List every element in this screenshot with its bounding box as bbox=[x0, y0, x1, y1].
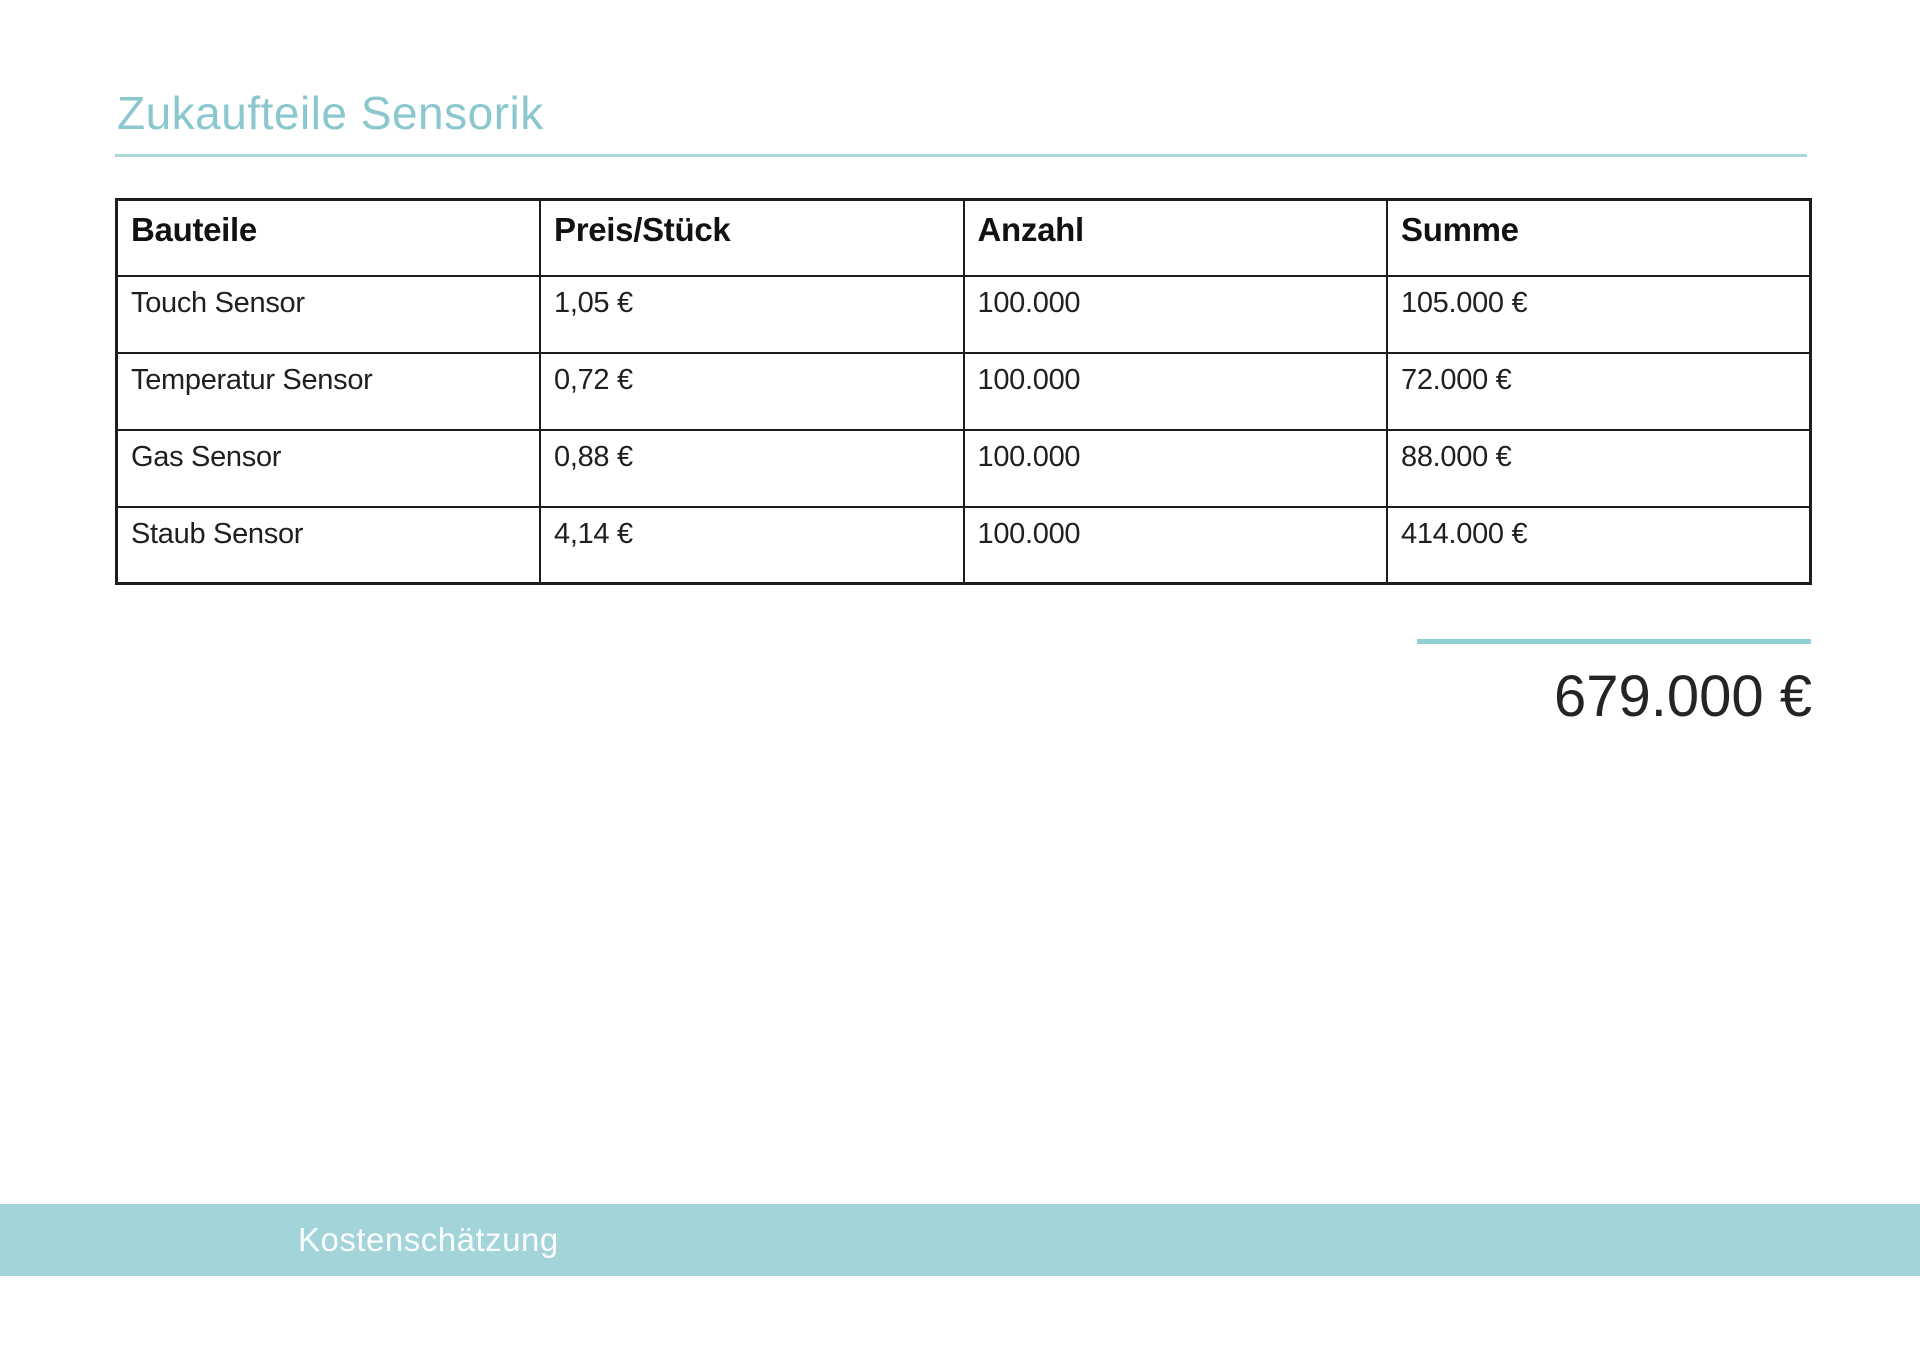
cost-table bbox=[115, 198, 1812, 585]
cell-preis: 4,14 € bbox=[540, 507, 964, 584]
cell-summe: 72.000 € bbox=[1387, 353, 1811, 430]
total-value: 679.000 € bbox=[1553, 664, 1812, 729]
column-header-preis-stueck: Preis/Stück bbox=[540, 200, 964, 276]
cell-preis: 0,72 € bbox=[540, 353, 964, 430]
table-row bbox=[117, 353, 1811, 430]
cell-summe: 105.000 € bbox=[1387, 276, 1811, 353]
table-row bbox=[117, 430, 1811, 507]
cell-anzahl: 100.000 bbox=[964, 276, 1388, 353]
cell-anzahl: 100.000 bbox=[964, 353, 1388, 430]
cell-preis: 1,05 € bbox=[540, 276, 964, 353]
cell-summe: 414.000 € bbox=[1387, 507, 1811, 584]
cell-preis: 0,88 € bbox=[540, 430, 964, 507]
cell-summe: 88.000 € bbox=[1387, 430, 1811, 507]
table-row bbox=[117, 276, 1811, 353]
footer-band bbox=[0, 1204, 1920, 1276]
cell-anzahl: 100.000 bbox=[964, 430, 1388, 507]
page-title: Zukaufteile Sensorik bbox=[117, 87, 544, 139]
column-header-summe: Summe bbox=[1387, 200, 1811, 276]
cell-bauteil: Staub Sensor bbox=[117, 507, 541, 584]
footer-label: Kostenschätzung bbox=[298, 1221, 559, 1258]
total-divider bbox=[1417, 639, 1811, 644]
title-divider bbox=[115, 154, 1807, 157]
table-row bbox=[117, 507, 1811, 584]
cell-bauteil: Gas Sensor bbox=[117, 430, 541, 507]
table-header-row bbox=[117, 200, 1811, 276]
column-header-bauteile: Bauteile bbox=[117, 200, 541, 276]
cell-bauteil: Touch Sensor bbox=[117, 276, 541, 353]
cell-bauteil: Temperatur Sensor bbox=[117, 353, 541, 430]
column-header-anzahl: Anzahl bbox=[964, 200, 1388, 276]
cell-anzahl: 100.000 bbox=[964, 507, 1388, 584]
